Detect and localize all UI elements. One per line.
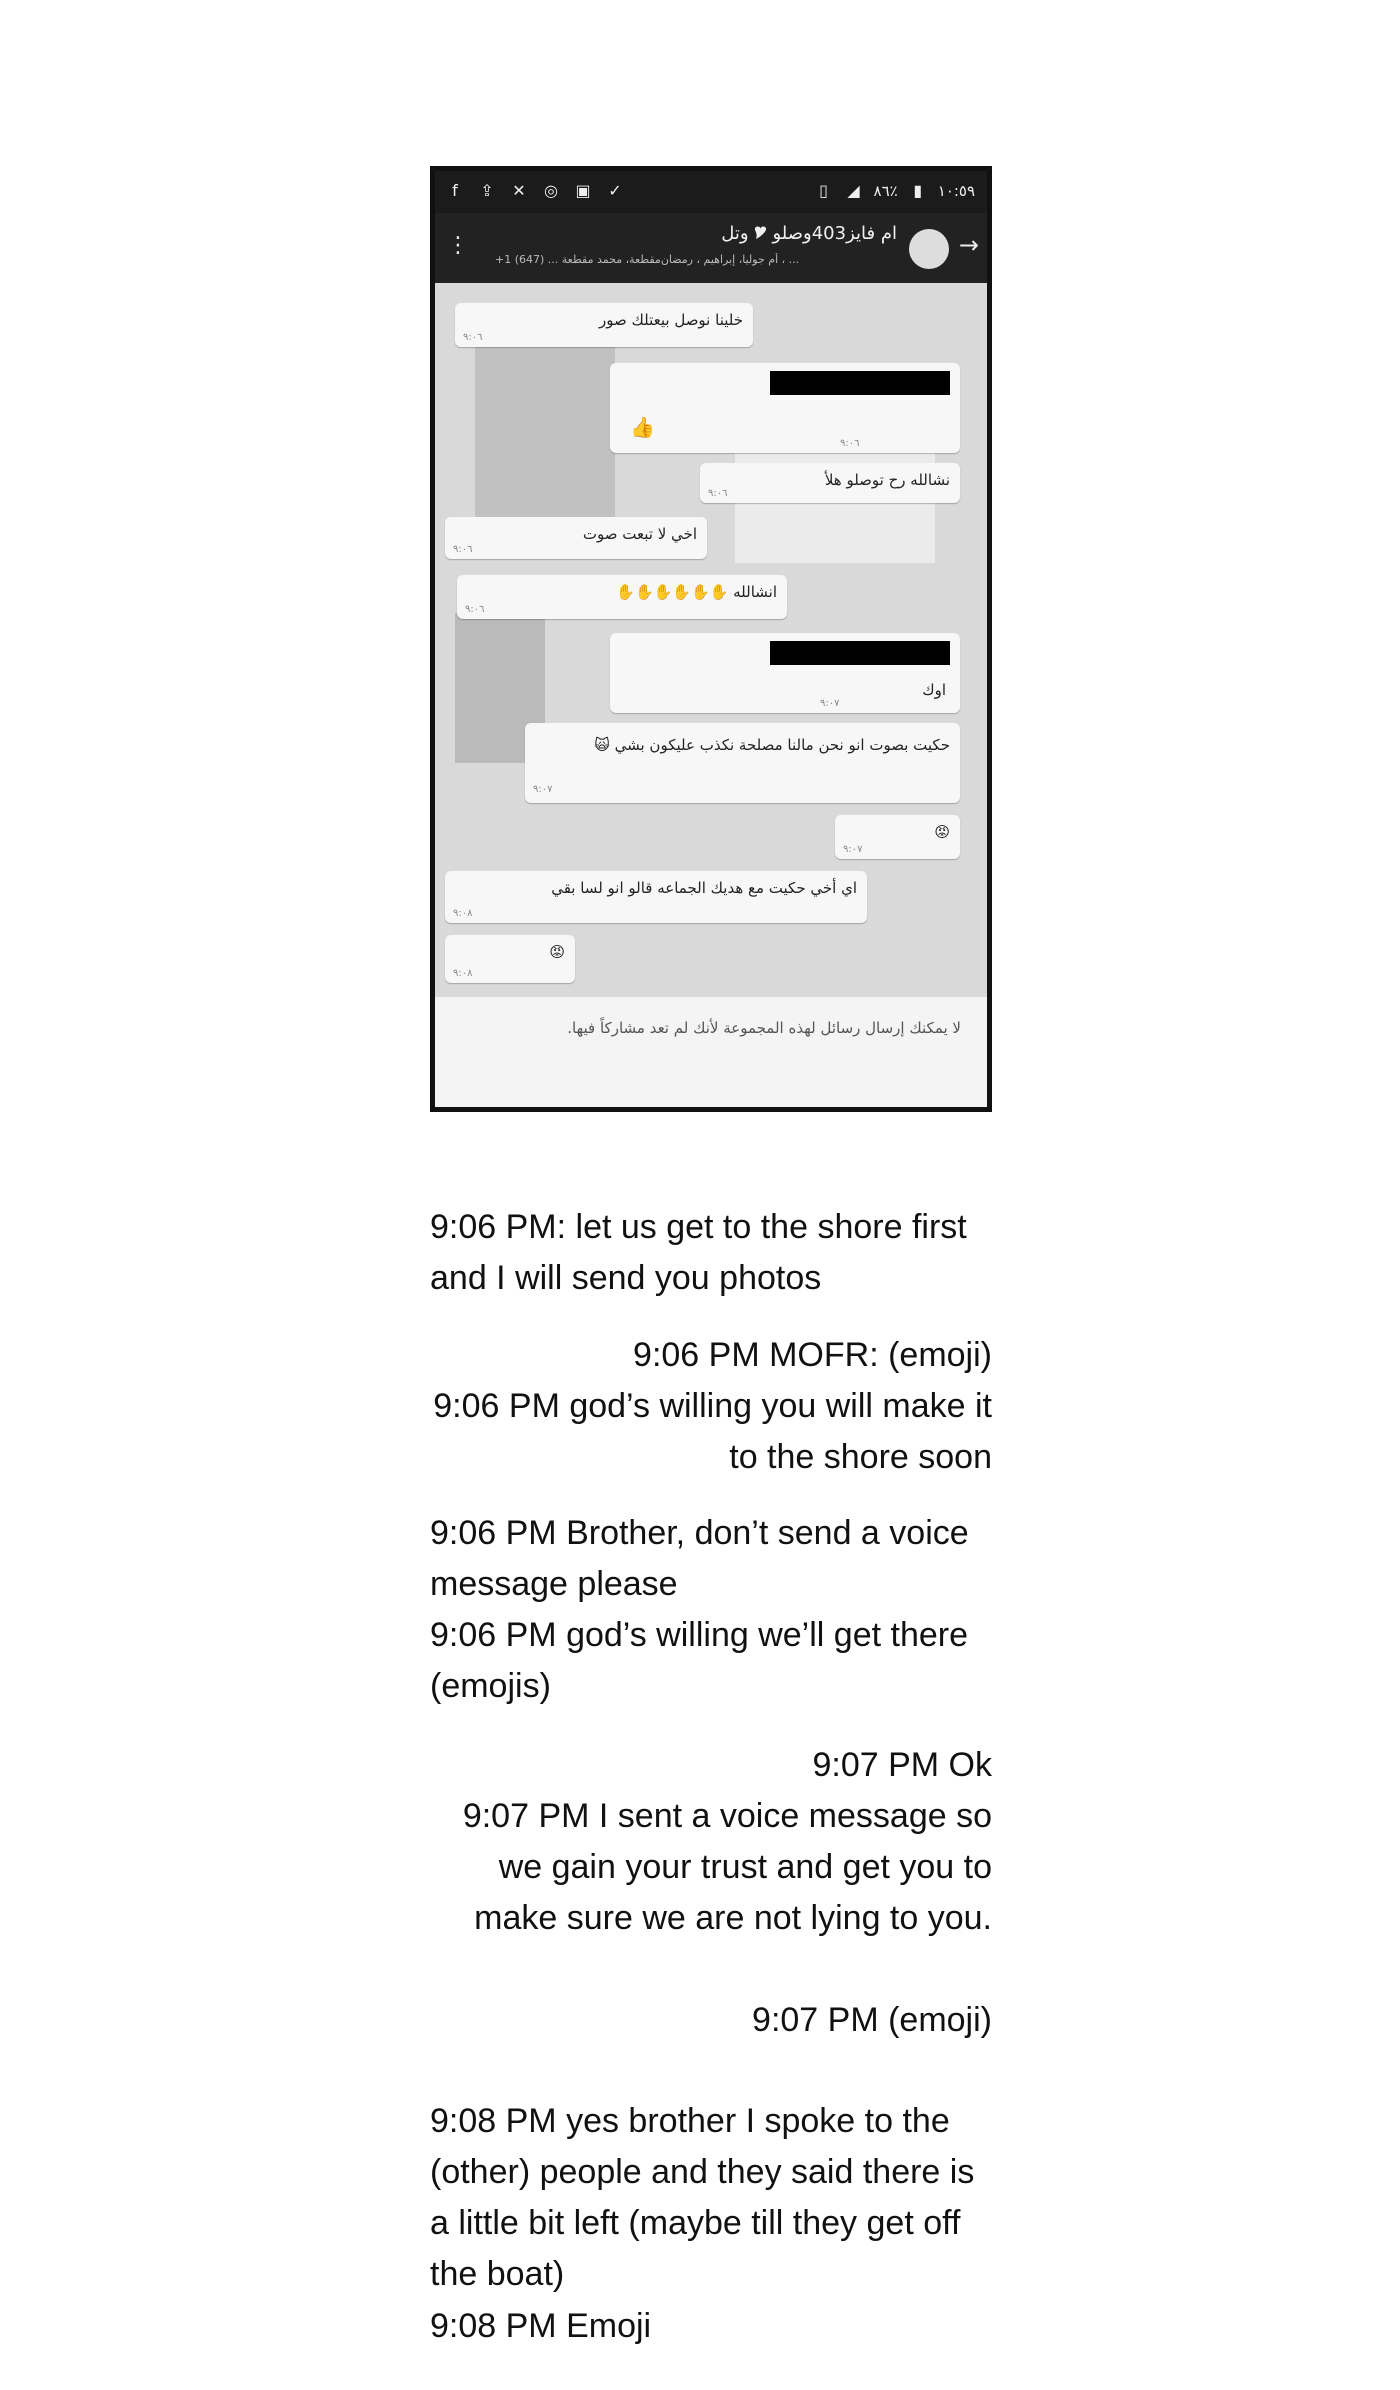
message-time: ٩:٠٨: [453, 968, 473, 979]
message-text: انشالله ✋✋✋✋✋✋: [616, 583, 777, 601]
message-text: اخي لا تبعت صوت: [582, 525, 697, 543]
message-text: نشالله رح توصلو هلأ: [824, 471, 950, 489]
group-members: +1 (647) ... أم جوليا، إبراهيم ، رمضان‌مقطعة، محمد مقطعة ، ...: [495, 253, 800, 266]
message-text: حكيت بصوت انو نحن مالنا مصلحة نكذب عليكون بشي 🙀: [594, 736, 950, 754]
missed-call-icon: ✕: [512, 181, 526, 200]
messenger-icon: ◎: [544, 181, 558, 200]
message-text: 😡: [934, 823, 950, 841]
message-time: ٩:٠٦: [840, 438, 860, 449]
message-time: ٩:٠٦: [708, 488, 728, 499]
upload-icon: ⇪: [480, 181, 494, 200]
battery-icon: ▮: [913, 181, 923, 200]
redacted-sender: [770, 371, 950, 395]
translation-line: 9:06 PM: let us get to the shore first and I will send you photos: [430, 1208, 967, 1297]
translation-line: 9:06 PM MOFR: (emoji): [633, 1336, 992, 1374]
message-time: ٩:٠٧: [843, 844, 863, 855]
pixelated-area: [475, 343, 615, 523]
group-title: ام فايز403وصلو 🎔 وتل: [721, 223, 897, 244]
message-time: ٩:٠٦: [465, 604, 485, 615]
translation-line: 9:06 PM Brother, don’t send a voice message please: [430, 1514, 969, 1603]
chat-screenshot: [430, 166, 992, 1112]
message-bubble[interactable]: [445, 517, 707, 559]
facebook-icon: f: [452, 181, 458, 200]
message-bubble[interactable]: [700, 463, 960, 503]
translation-line: 9:08 PM Emoji: [430, 2307, 652, 2345]
message-time: ٩:٠٨: [453, 908, 473, 919]
battery-level: ٨٦٪: [873, 182, 898, 200]
message-bubble[interactable]: [835, 815, 960, 859]
message-time: ٩:٠٧: [533, 784, 553, 795]
translation-line: 9:07 PM (emoji): [752, 2001, 992, 2039]
message-bubble[interactable]: [445, 871, 867, 923]
clock: ١٠:٥٩: [937, 182, 975, 200]
overflow-menu-icon[interactable]: ⋮: [447, 233, 469, 258]
translation-line: 9:08 PM yes brother I spoke to the (other) people and they said there is a little bit left (maybe till they get off the boat): [430, 2102, 975, 2293]
message-time: ٩:٠٦: [463, 332, 483, 343]
redacted-sender: [770, 641, 950, 665]
message-bubble[interactable]: [457, 575, 787, 619]
sim-icon: ▯: [819, 181, 828, 200]
translation-line: 9:06 PM god’s willing you will make it to the shore soon: [433, 1387, 992, 1476]
message-list[interactable]: [435, 283, 987, 997]
image-icon: ▣: [575, 181, 591, 200]
back-arrow-icon[interactable]: →: [958, 231, 979, 259]
message-bubble[interactable]: [610, 363, 960, 453]
translation-line: 9:07 PM I sent a voice message so we gain your trust and get you to make sure we are not lying to you.: [462, 1797, 992, 1937]
check-icon: ✓: [608, 181, 622, 200]
translation-line: 9:07 PM Ok: [812, 1746, 992, 1784]
group-avatar[interactable]: [909, 229, 949, 269]
translation-line: 9:06 PM god’s willing we’ll get there (emojis): [430, 1616, 968, 1705]
message-bubble[interactable]: [610, 633, 960, 713]
message-bubble[interactable]: [525, 723, 960, 803]
message-text: 😡: [549, 943, 565, 961]
message-time: ٩:٠٧: [820, 698, 840, 709]
message-text: اوك: [922, 681, 946, 699]
group-closed-notice: لا يمكنك إرسال رسائل لهذه المجموعة لأنك لم تعد مشاركاً فيها.: [435, 997, 987, 1107]
message-time: ٩:٠٦: [453, 544, 473, 555]
message-bubble[interactable]: [455, 303, 753, 347]
message-bubble[interactable]: [445, 935, 575, 983]
thumbs-up-icon: 👍: [630, 415, 655, 439]
chat-header: [435, 213, 987, 283]
message-text: خلينا نوصل بيعتلك صور: [599, 311, 743, 329]
status-bar: [435, 171, 987, 213]
signal-icon: ◢: [847, 181, 860, 200]
message-text: اي أخي حكيت مع هديك الجماعه قالو انو لسا بقي: [551, 879, 857, 897]
